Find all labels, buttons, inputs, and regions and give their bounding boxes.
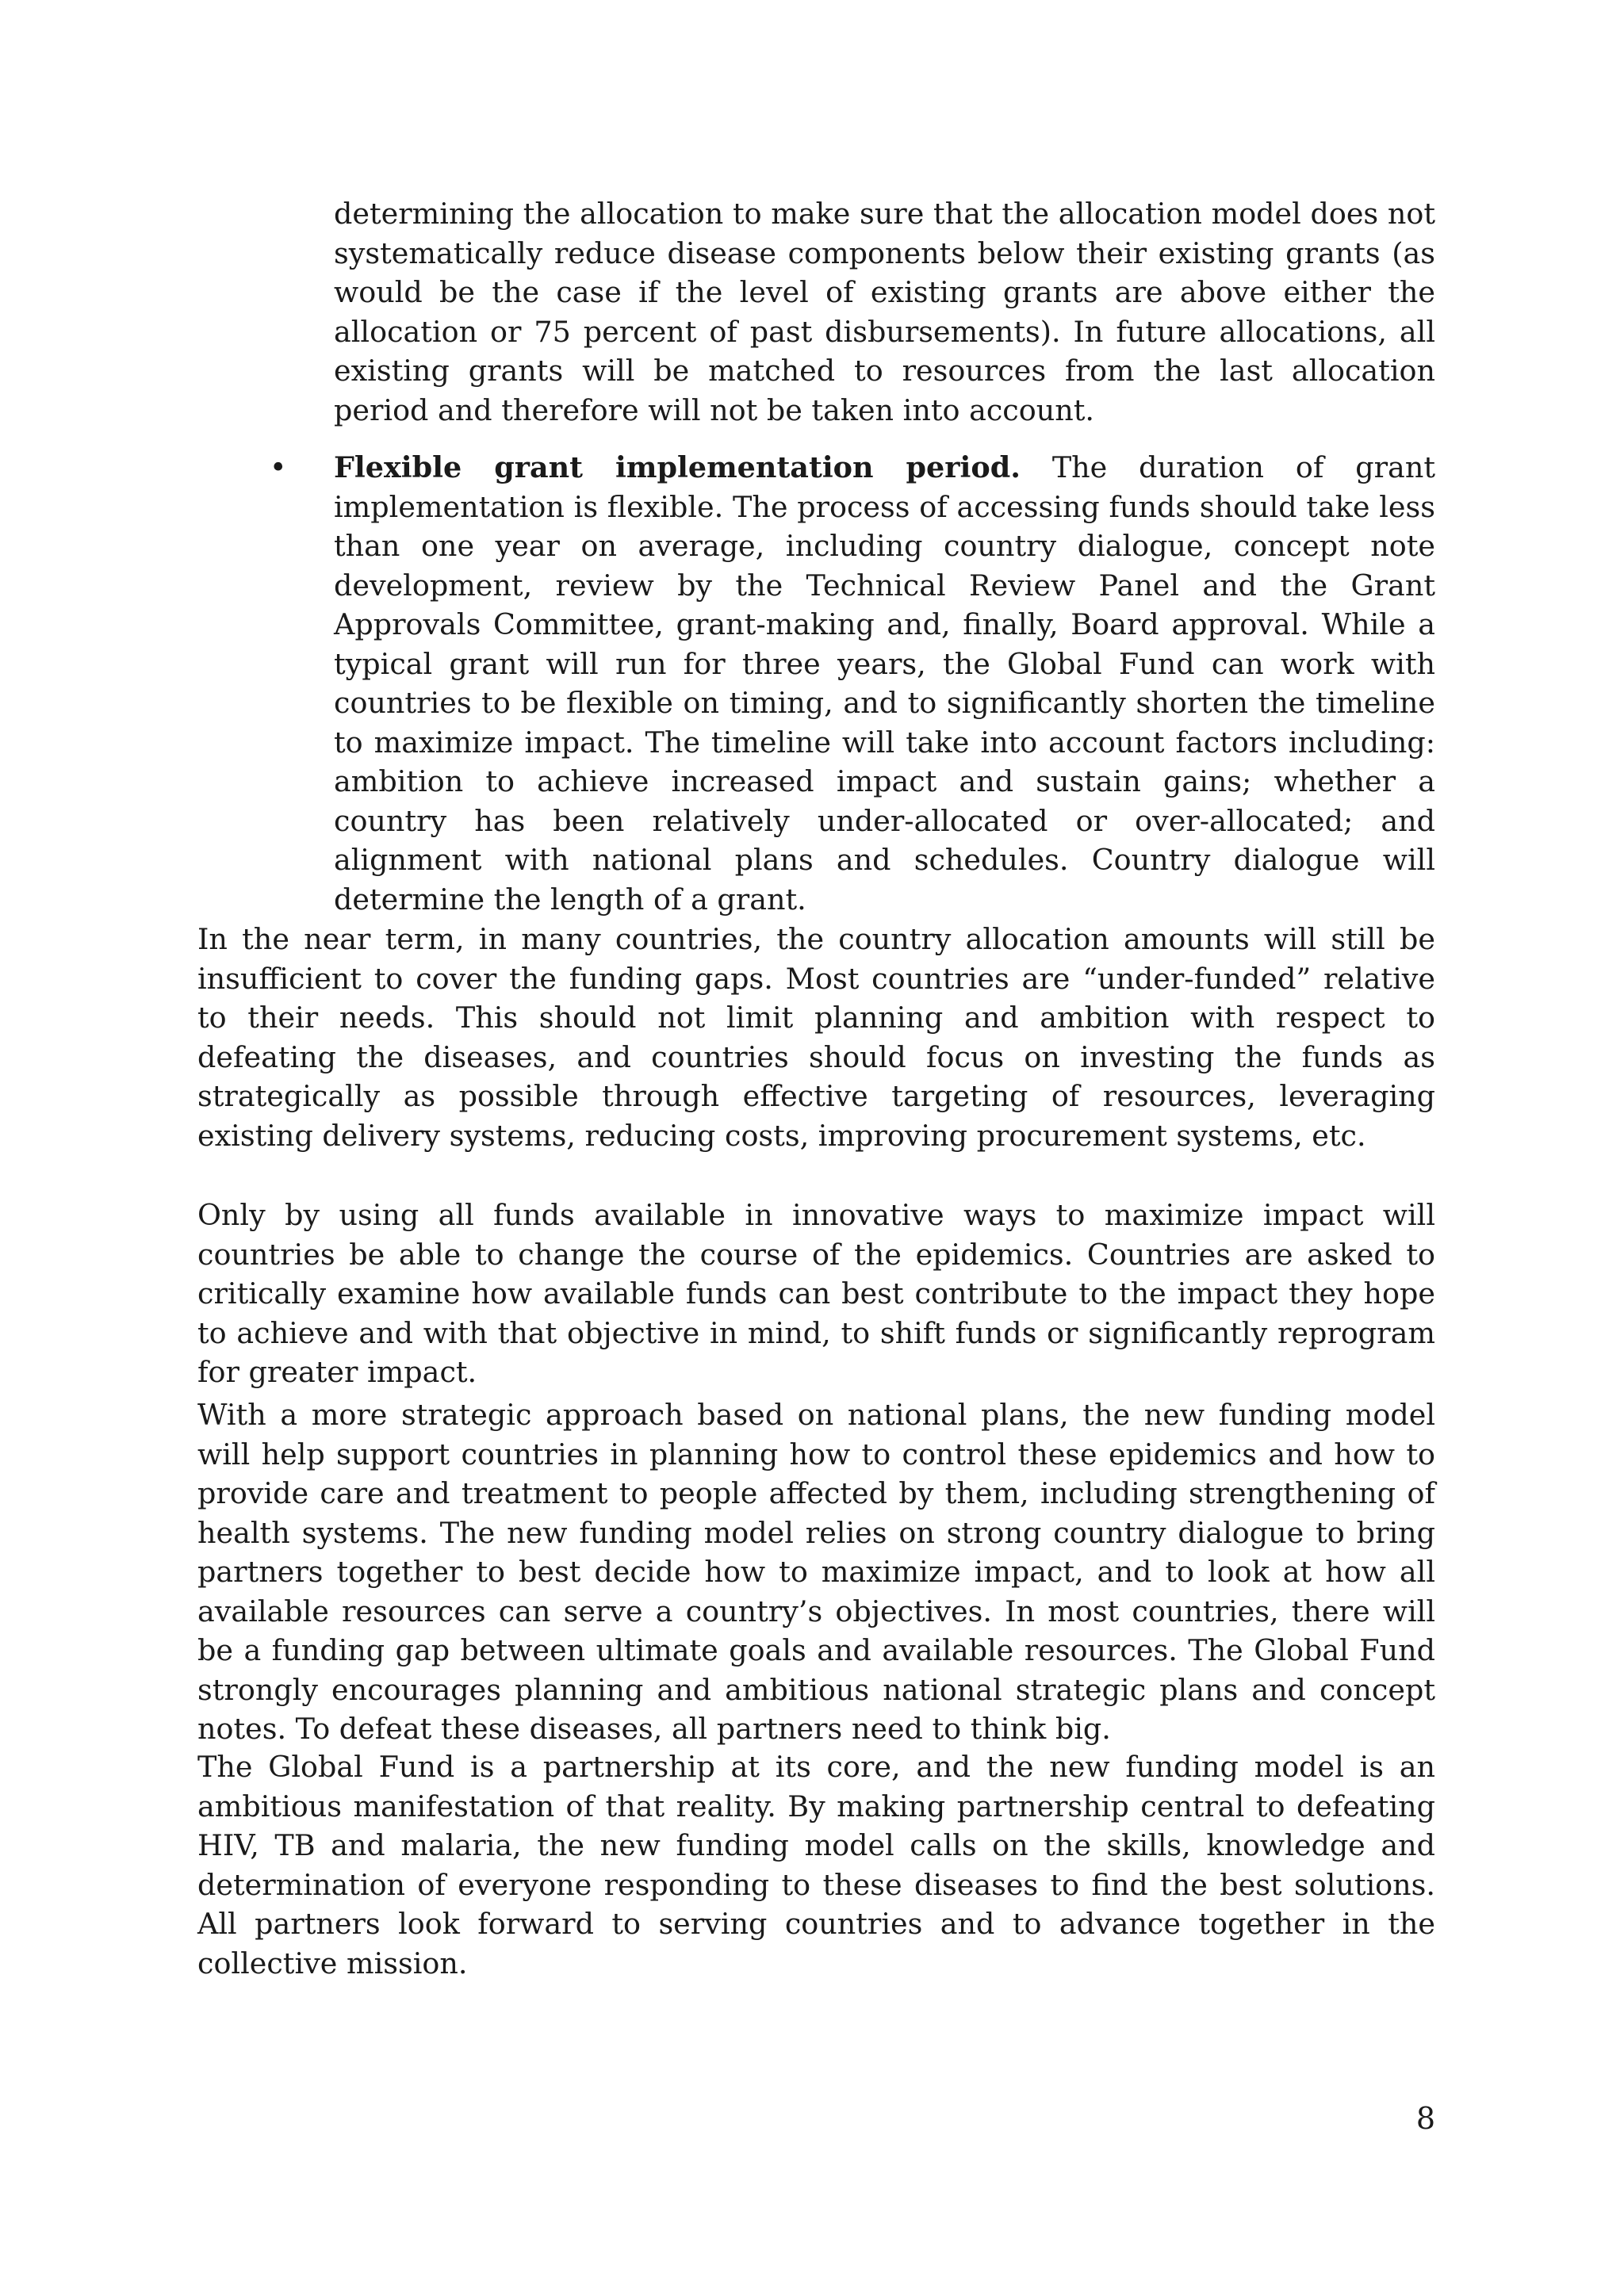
continuation-paragraph: determining the allocation to make sure that the allocation model does not systematically reduce disease components below their existing grants (as would be the case if the level of existing grants are above either the allocation or 75 percent of past disbursements). In future allocations, all existing grants will be matched to resources from the last allocation period and therefore will not be taken into account. bbox=[334, 197, 1435, 427]
bullet-heading: Flexible grant implementation period. bbox=[334, 450, 1021, 484]
paragraph-near-term: In the near term, in many countries, the country allocation amounts will still be insufficient to cover the funding gaps. Most countries are “under-funded” relative to their needs. This should not limit planning and ambition with respect to defeating the diseases, and countries should focus on investing the funds as strategically as possible through effective targeting of resources, leveraging existing delivery systems, reducing costs, improving procurement systems, etc. bbox=[197, 922, 1435, 1153]
page-number: 8 bbox=[1415, 2101, 1435, 2136]
paragraph-strategic-approach: With a more strategic approach based on national plans, the new funding model will help support countries in planning how to control these epidemics and how to provide care and treatment to people affected by them, including strengthening of health systems. The new funding model relies on strong country dialogue to bring partners together to best decide how to maximize impact, and to look at how all available resources can serve a country’s objectives. In most countries, there will be a funding gap between ultimate goals and available resources. The Global Fund strongly encourages planning and ambitious national strategic plans and concept notes. To defeat these diseases, all partners need to think big. bbox=[197, 1398, 1435, 1746]
bullet-item-flexible-grant bbox=[334, 448, 1435, 919]
paragraph-partnership: The Global Fund is a partnership at its core, and the new funding model is an ambitious manifestation of that reality. By making partnership central to defeating HIV, TB and malaria, the new funding model calls on the skills, knowledge and determination of everyone responding to these diseases to find the best solutions. All partners look forward to serving countries and to advance together in the collective mission. bbox=[197, 1750, 1435, 1980]
bullet-text: The duration of grant implementation is flexible. The process of accessing funds should take less than one year on average, including country dialogue, concept note development, review by the Technical Review Panel and the Grant Approvals Committee, grant-making and, finally, Board approval. While a typical grant will run for three years, the Global Fund can work with countries to be flexible on timing, and to significantly shorten the timeline to maximize impact. The timeline will take into account factors including: ambition to achieve increased impact and sustain gains; whether a country has been relatively under-allocated or over-allocated; and alignment with national plans and schedules. Country dialogue will determine the length of a grant. bbox=[334, 450, 1435, 916]
paragraph-innovative-funds: Only by using all funds available in innovative ways to maximize impact will countries be able to change the course of the epidemics. Countries are asked to critically examine how available funds can best contribute to the impact they hope to achieve and with that objective in mind, to shift funds or significantly reprogram for greater impact. bbox=[197, 1198, 1435, 1389]
bullet-marker: • bbox=[270, 450, 287, 484]
